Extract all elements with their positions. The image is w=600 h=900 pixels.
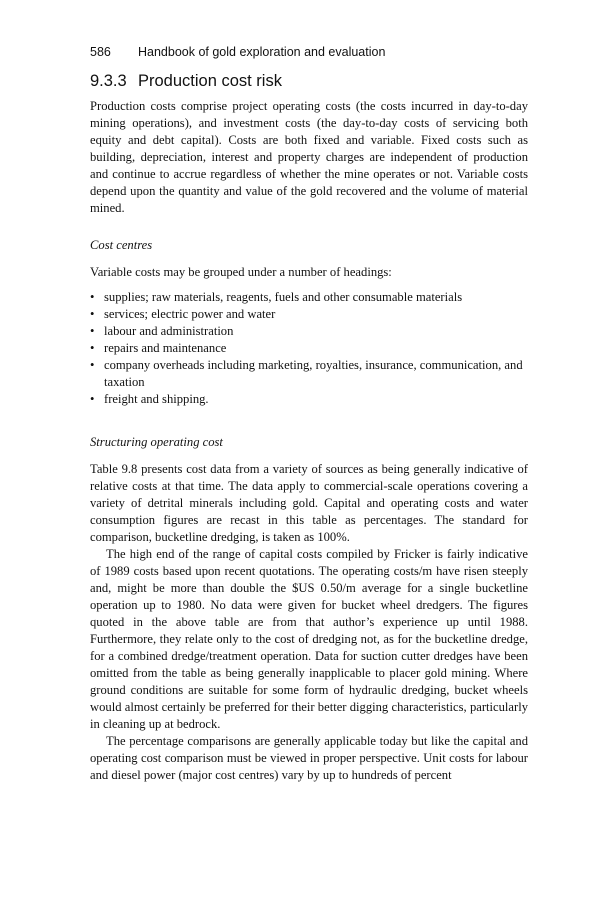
structuring-paragraph-1: Table 9.8 presents cost data from a variety of sources as being generally indicative of relative costs at that time. The data apply to commercial-scale operations covering a variety of detrital minerals including gold. Capital and operating costs and water consumption figures are recast in this table as percentages. The standard for comparison, bucketline dredging, is taken as 100%. [90, 462, 528, 544]
list-item-text: supplies; raw materials, reagents, fuels and other consumable materials [104, 290, 463, 304]
section-heading [90, 71, 528, 91]
bullet-icon: • [90, 324, 95, 338]
list-item [90, 391, 528, 408]
structuring-paragraph-3: The percentage comparisons are generally applicable today but like the capital and operating cost comparison must be viewed in proper perspective. Unit costs for labour and diesel power (major cost centres) vary by up to hundreds of percent [90, 734, 528, 782]
running-header [90, 44, 528, 60]
list-item [90, 357, 528, 391]
list-item [90, 306, 528, 323]
cost-centres-heading: Cost centres [90, 238, 153, 252]
structuring-paragraph-2: The high end of the range of capital costs compiled by Fricker is fairly indicative of 1989 costs based upon recent quotations. The operating costs/m have risen steeply and, might be more than double the $US 0.50/m average for a single bucketline operation up to 1980. No data were given for bucket wheel dredgers. The figures quoted in the above table are from that author’s experience up until 1988. Furthermore, they relate only to the cost of dredging not, as for the bucketline dredge, for a combined dredge/treatment operation. Data for suction cutter dredges have been omitted from the table as being generally inapplicable to placer gold mining. Where ground conditions are suitable for some form of hydraulic dredging, bucket wheels would almost certainly be preferred for their better digging characteristics, particularly in cleaning up at bedrock. [90, 547, 528, 731]
list-item [90, 323, 528, 340]
cost-centres-list [90, 289, 528, 408]
running-title: Handbook of gold exploration and evaluation [138, 45, 386, 59]
list-item [90, 340, 528, 357]
list-item-text: repairs and maintenance [104, 341, 227, 355]
bullet-icon: • [90, 290, 95, 304]
list-item-text: labour and administration [104, 324, 234, 338]
list-item [90, 289, 528, 306]
list-item-text: freight and shipping. [104, 392, 209, 406]
page-number: 586 [90, 45, 111, 59]
list-item-text: company overheads including marketing, royalties, insurance, communication, and taxation [104, 358, 523, 389]
section-number: 9.3.3 [90, 72, 127, 90]
intro-paragraph: Production costs comprise project operating costs (the costs incurred in day-to-day mining operations), and investment costs (the day-to-day costs of servicing both equity and debt capital). Costs are both fixed and variable. Fixed costs such as building, depreciation, interest and property charges are independent of production and continue to accrue regardless of whether the mine operates or not. Variable costs depend upon the quantity and value of the gold recovered and the volume of material mined. [90, 99, 528, 215]
structuring-heading: Structuring operating cost [90, 435, 223, 449]
list-item-text: services; electric power and water [104, 307, 276, 321]
bullet-icon: • [90, 341, 95, 355]
book-page [90, 44, 528, 784]
section-title: Production cost risk [138, 72, 282, 90]
bullet-icon: • [90, 392, 95, 406]
cost-centres-lead: Variable costs may be grouped under a number of headings: [90, 265, 392, 279]
bullet-icon: • [90, 307, 95, 321]
bullet-icon: • [90, 358, 95, 372]
